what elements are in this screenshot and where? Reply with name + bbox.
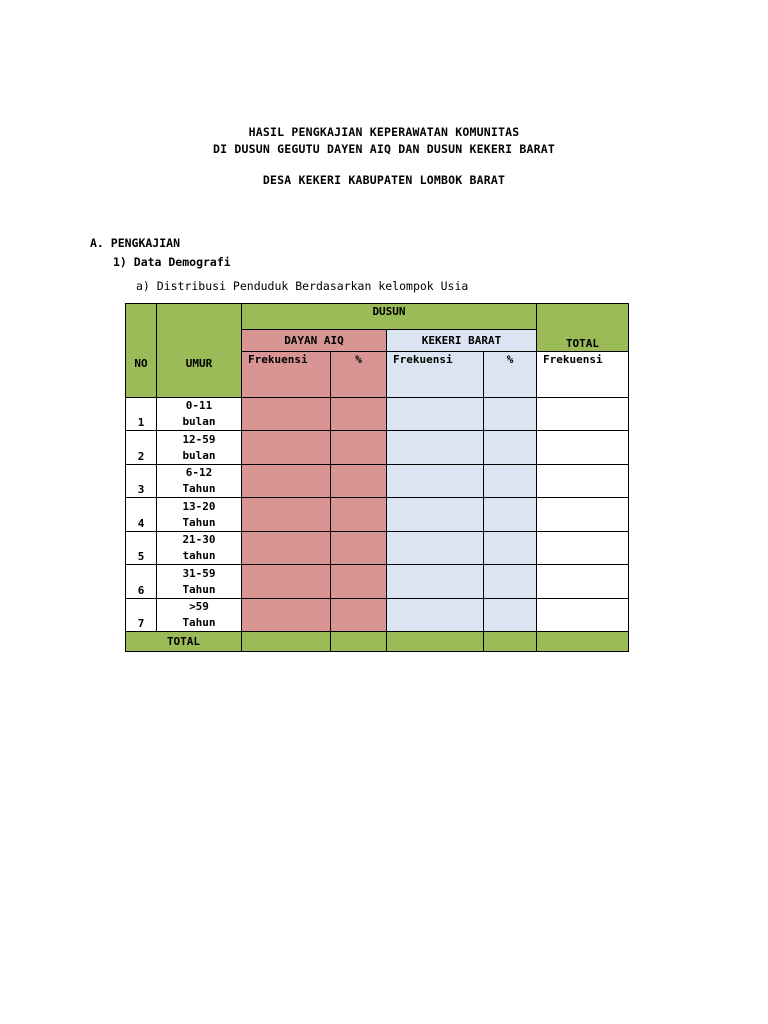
dayan-frekuensi-cell xyxy=(242,398,331,431)
header-total: TOTAL xyxy=(537,304,629,352)
kekeri-percent-cell xyxy=(484,599,537,632)
row-no: 3 xyxy=(126,465,157,498)
kekeri-percent-cell xyxy=(484,465,537,498)
table-row xyxy=(126,565,629,599)
header-kekeri-barat: KEKERI BARAT xyxy=(387,330,537,352)
row-umur xyxy=(157,465,242,498)
row-no: 4 xyxy=(126,498,157,532)
kekeri-frekuensi-cell xyxy=(387,532,484,565)
dayan-percent-cell xyxy=(331,599,387,632)
row-umur xyxy=(157,431,242,465)
umur-unit: bulan xyxy=(182,415,216,428)
document-title-line-3: DESA KEKERI KABUPATEN LOMBOK BARAT xyxy=(262,173,506,187)
table-row xyxy=(126,431,629,465)
dayan-percent-cell xyxy=(331,431,387,465)
document-title-line-2: DI DUSUN GEGUTU DAYEN AIQ DAN DUSUN KEKERI BARAT xyxy=(213,142,555,156)
umur-unit: Tahun xyxy=(182,616,216,629)
umur-unit: Tahun xyxy=(182,482,216,495)
kekeri-frekuensi-cell xyxy=(387,431,484,465)
total-frekuensi-cell xyxy=(537,498,629,532)
header-kekeri-percent: % xyxy=(484,352,537,398)
dayan-frekuensi-cell xyxy=(242,431,331,465)
header-dusun: DUSUN xyxy=(242,304,537,330)
dayan-frekuensi-cell xyxy=(242,599,331,632)
umur-range: 0-11 xyxy=(185,399,213,412)
dayan-frekuensi-cell xyxy=(242,565,331,599)
total-frekuensi-cell xyxy=(537,565,629,599)
table-row xyxy=(126,465,629,498)
total-frekuensi-cell xyxy=(537,532,629,565)
total-frekuensi-cell xyxy=(537,431,629,465)
total-frekuensi-cell xyxy=(537,398,629,431)
kekeri-frekuensi-cell xyxy=(387,599,484,632)
row-umur xyxy=(157,498,242,532)
table-total-row xyxy=(126,632,629,652)
table-row xyxy=(126,498,629,532)
row-no: 7 xyxy=(126,599,157,632)
footer-kekeri-percent xyxy=(484,632,537,652)
header-kekeri-frekuensi: Frekuensi xyxy=(387,352,484,398)
population-age-distribution-table xyxy=(125,303,629,652)
umur-range: 21-30 xyxy=(182,533,216,546)
umur-unit: tahun xyxy=(182,549,216,562)
umur-range: 12-59 xyxy=(182,432,216,446)
umur-range: 13-20 xyxy=(182,499,216,513)
row-umur xyxy=(157,398,242,431)
row-no: 6 xyxy=(126,565,157,599)
dayan-percent-cell xyxy=(331,465,387,498)
umur-unit: Tahun xyxy=(182,582,216,596)
header-no: NO xyxy=(126,304,157,398)
table-row xyxy=(126,532,629,565)
table-row xyxy=(126,599,629,632)
umur-unit: Tahun xyxy=(182,515,216,529)
section-heading-pengkajian: A. PENGKAJIAN xyxy=(90,236,181,250)
header-total-frekuensi: Frekuensi xyxy=(537,352,629,398)
footer-dayan-frekuensi xyxy=(242,632,331,652)
kekeri-percent-cell xyxy=(484,565,537,599)
header-dayan-frekuensi: Frekuensi xyxy=(242,352,331,398)
kekeri-percent-cell xyxy=(484,398,537,431)
footer-kekeri-frekuensi xyxy=(387,632,484,652)
table-caption: a) Distribusi Penduduk Berdasarkan kelompok Usia xyxy=(136,279,469,293)
total-frekuensi-cell xyxy=(537,599,629,632)
dayan-frekuensi-cell xyxy=(242,532,331,565)
kekeri-frekuensi-cell xyxy=(387,565,484,599)
row-umur xyxy=(157,565,242,599)
row-no: 5 xyxy=(126,532,157,565)
dayan-percent-cell xyxy=(331,498,387,532)
umur-range: 6-12 xyxy=(185,466,213,479)
kekeri-percent-cell xyxy=(484,431,537,465)
document-title-line-1: HASIL PENGKAJIAN KEPERAWATAN KOMUNITAS xyxy=(248,125,520,139)
row-no: 1 xyxy=(126,398,157,431)
total-frekuensi-cell xyxy=(537,465,629,498)
dayan-percent-cell xyxy=(331,565,387,599)
kekeri-frekuensi-cell xyxy=(387,398,484,431)
dayan-percent-cell xyxy=(331,532,387,565)
kekeri-percent-cell xyxy=(484,498,537,532)
row-umur xyxy=(157,532,242,565)
subsection-heading-data-demografi: 1) Data Demografi xyxy=(113,255,231,269)
dayan-percent-cell xyxy=(331,398,387,431)
footer-total-frekuensi xyxy=(537,632,629,652)
dayan-frekuensi-cell xyxy=(242,465,331,498)
row-no: 2 xyxy=(126,431,157,465)
umur-range: >59 xyxy=(189,600,209,613)
kekeri-frekuensi-cell xyxy=(387,498,484,532)
footer-total-label: TOTAL xyxy=(126,632,242,652)
footer-dayan-percent xyxy=(331,632,387,652)
row-umur xyxy=(157,599,242,632)
table-row xyxy=(126,398,629,431)
header-dayan-percent: % xyxy=(331,352,387,398)
header-dayan-aiq: DAYAN AIQ xyxy=(242,330,387,352)
kekeri-percent-cell xyxy=(484,532,537,565)
kekeri-frekuensi-cell xyxy=(387,465,484,498)
umur-range: 31-59 xyxy=(182,566,216,580)
dayan-frekuensi-cell xyxy=(242,498,331,532)
umur-unit: bulan xyxy=(182,448,216,462)
header-umur: UMUR xyxy=(157,304,242,398)
